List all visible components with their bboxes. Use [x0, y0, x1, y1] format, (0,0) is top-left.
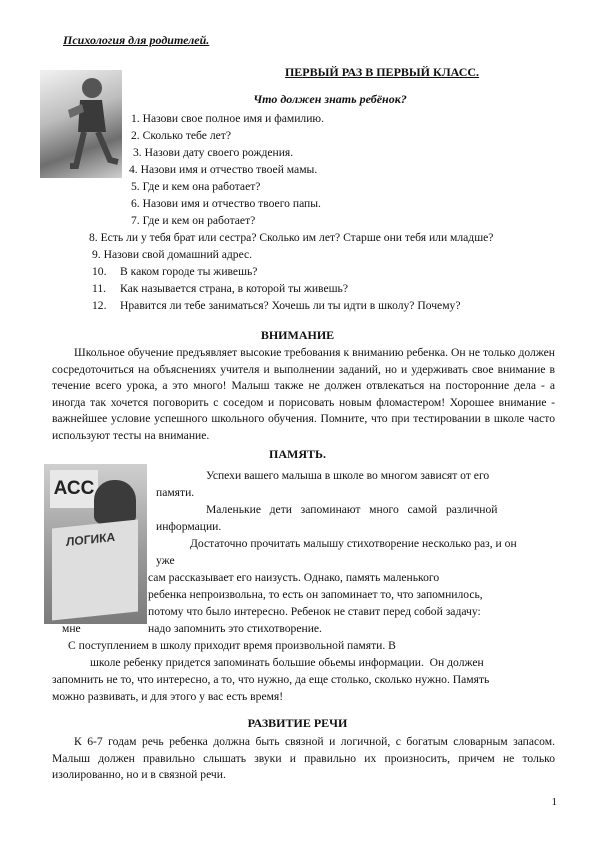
- question-11-num: 11.: [92, 282, 107, 295]
- question-6: 6. Назови имя и отчество твоего папы.: [131, 197, 321, 210]
- memory-line-5: Достаточно прочитать малышу стихотворение несколько раз, и он: [190, 537, 517, 550]
- speech-heading: РАЗВИТИЕ РЕЧИ: [247, 716, 348, 730]
- question-11-text: Как называется страна, в которой ты живешь?: [120, 282, 348, 295]
- question-3: 3. Назови дату своего рождения.: [133, 146, 294, 159]
- question-10-text: В каком городе ты живешь?: [120, 265, 258, 278]
- memory-tail-1: С поступлением в школу приходит время произвольной памяти. В: [68, 639, 396, 652]
- page-title: ПЕРВЫЙ РАЗ В ПЕРВЫЙ КЛАСС.: [284, 65, 480, 79]
- memory-line-2: памяти.: [156, 486, 195, 499]
- question-12-num: 12.: [92, 299, 107, 312]
- memory-line-8: ребенка непроизвольна, то есть он запоминает то, что запомнилось,: [148, 588, 483, 601]
- book-title-label: ЛОГИКА: [66, 529, 116, 550]
- book-cover-label: АСС: [53, 478, 95, 499]
- attention-heading: ВНИМАНИЕ: [260, 328, 335, 342]
- book-cover: [50, 470, 98, 508]
- memory-line-4: информации.: [156, 520, 222, 533]
- memory-heading: ПАМЯТЬ.: [269, 447, 326, 461]
- child-with-book-image: [44, 464, 147, 624]
- page-header: Психология для родителей.: [63, 33, 210, 47]
- child-head: [94, 480, 136, 524]
- question-8: 8. Есть ли у тебя брат или сестра? Сколько им лет? Старше они тебя или младше?: [89, 231, 494, 244]
- subtitle: Что должен знать ребёнок?: [253, 92, 407, 106]
- memory-tail-4: можно развивать, и для этого у вас есть время!: [52, 690, 284, 703]
- question-12-text: Нравится ли тебе заниматься? Хочешь ли ты идти в школу? Почему?: [120, 299, 461, 312]
- speech-paragraph: К 6-7 годам речь ребенка должна быть связной и логичной, с богатым словарным запасом. Малыш должен правильно слышать звуки и правильно их произносить, причем не только изолированно, но и в связной речи.: [52, 735, 555, 781]
- question-5: 5. Где и кем она работает?: [131, 180, 261, 193]
- question-4: 4. Назови имя и отчество твоей мамы.: [129, 163, 318, 176]
- memory-line-6: уже: [156, 554, 175, 567]
- memory-line-9: потому что было интересно. Ребенок не ставит перед собой задачу:: [148, 605, 481, 618]
- running-child-icon: [40, 70, 122, 178]
- question-9: 9. Назови свой домашний адрес.: [92, 248, 253, 261]
- memory-line-3: Маленькие дети запоминают много самой различной: [206, 503, 498, 516]
- running-child-image: [40, 70, 122, 178]
- page-number: 1: [551, 796, 557, 808]
- memory-tail-3: запомнить не то, что интересно, а то, что нужно, да еще столько, сколько нужно. Память: [52, 673, 490, 686]
- question-1: 1. Назови свое полное имя и фамилию.: [131, 112, 324, 125]
- question-7: 7. Где и кем он работает?: [131, 214, 256, 227]
- memory-mne: мне: [62, 622, 81, 635]
- attention-paragraph: Школьное обучение предъявляет высокие требования к вниманию ребенка. Он не только должен сосредоточиться на объяснениях учителя и выполнении заданий, но и удерживать свое внимание в течение всего урока, а это много! Малыш также не должен отвлекаться на посторонние дела - а иногда так хочется поговорить с соседом и порисовать новым фломастером! Хорошее внимание - важнейшее условие успешного школьного обучения. Помните, что при тестировании в школе часто используют тесты на внимание.: [52, 346, 555, 442]
- memory-line-10: надо запомнить это стихотворение.: [148, 622, 322, 635]
- memory-line-7: сам рассказывает его наизусть. Однако, память маленького: [148, 571, 440, 584]
- memory-tail-2: школе ребенку придется запоминать большие обьемы информации. Он должен: [90, 656, 484, 669]
- question-2: 2. Сколько тебе лет?: [131, 129, 231, 142]
- memory-line-1: Успехи вашего малыша в школе во многом зависят от его: [206, 469, 490, 482]
- question-10-num: 10.: [92, 265, 107, 278]
- book-pages: [52, 519, 138, 620]
